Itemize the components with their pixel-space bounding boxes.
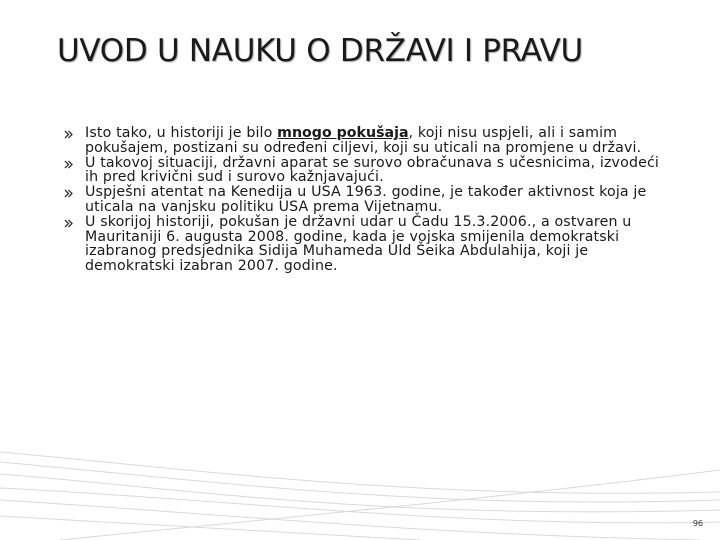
- arrow-bullet-icon: [64, 130, 73, 139]
- bullet-list: [64, 126, 674, 274]
- bullet-item: [64, 126, 674, 156]
- bullet-item: [64, 185, 674, 215]
- page-number: 96: [692, 519, 703, 528]
- bullet-item: [64, 215, 674, 274]
- bullet-text: Isto tako, u historiji je bilo: [85, 125, 278, 141]
- bullet-text: U skorijoj historiji, pokušan je državni udar u Čadu 15.3.2006., a ostvaren u Mauritaniji 6. augusta 2008. godine, kada je vojska smijenila demokratski izabranog predsjednika Sidija Muhameda Uld Šeika Abdulahija, koji je demokratski izabran 2007. godine.: [85, 213, 632, 275]
- bullet-item: [64, 156, 674, 186]
- bullet-text: Uspješni atentat na Kenedija u USA 1963. godine, je također aktivnost koja je uticala na vanjsku politiku USA prema Vijetnamu.: [85, 184, 647, 215]
- bullet-text: , koji nisu uspjeli, ali i samim pokušajem, postizani su određeni ciljevi, koji su uticali na promjene u državi.: [85, 125, 642, 156]
- bullet-text: U takovoj situaciji, državni aparat se surovo obračunava s učesnicima, izvodeći ih pred krivični sud i surovo kažnjavajući.: [85, 154, 660, 186]
- arrow-bullet-icon: [64, 189, 73, 198]
- bullet-emphasis: mnogo pokušaja: [277, 125, 409, 141]
- arrow-bullet-icon: [64, 160, 73, 169]
- arrow-bullet-icon: [64, 219, 73, 228]
- slide-title: UVOD U NAUKU O DRŽAVI I PRAVU: [57, 33, 583, 69]
